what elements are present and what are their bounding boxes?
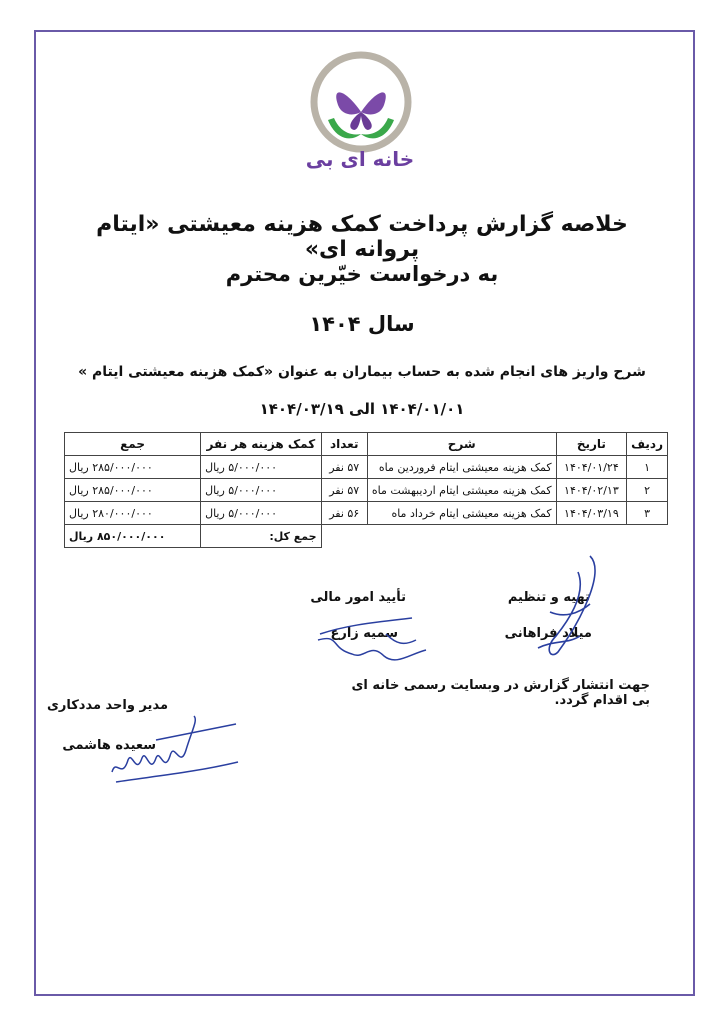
cell-per-person: ۵/۰۰۰/۰۰۰ ریال <box>201 456 322 479</box>
cell-sum: ۲۸۵/۰۰۰/۰۰۰ ریال <box>65 456 201 479</box>
manager-label: مدیر واحد مددکاری <box>46 698 168 713</box>
cell-description: کمک هزینه معیشتی ایتام خرداد ماه <box>367 502 556 525</box>
header-sum: جمع <box>65 433 201 456</box>
report-year: سال ۱۴۰۴ <box>309 312 415 336</box>
table-row <box>65 456 668 479</box>
header-row-number: ردیف <box>627 433 668 456</box>
header-count: تعداد <box>321 433 367 456</box>
cell-row-number: ۱ <box>627 456 668 479</box>
cell-date: ۱۴۰۴/۰۲/۱۳ <box>556 479 626 502</box>
cell-row-number: ۳ <box>627 502 668 525</box>
logo-badge-text: EB Home <box>335 60 387 78</box>
cell-description: کمک هزینه معیشتی ایتام اردیبهشت ماه <box>367 479 556 502</box>
payments-table <box>64 432 668 548</box>
total-label: جمع کل: <box>201 525 322 548</box>
cell-sum: ۲۸۰/۰۰۰/۰۰۰ ریال <box>65 502 201 525</box>
cell-description: کمک هزینه معیشتی ایتام فروردین ماه <box>367 456 556 479</box>
cell-row-number: ۲ <box>627 479 668 502</box>
report-subtitle: به درخواست خیّرین محترم <box>225 262 499 286</box>
cell-count: ۵۷ نفر <box>321 456 367 479</box>
prepared-by-label: تهیه و تنظیم <box>507 590 590 605</box>
cell-count: ۵۶ نفر <box>321 502 367 525</box>
manager-name: سعیده هاشمی <box>62 738 156 753</box>
approved-by-label: تأیید امور مالی <box>310 590 406 605</box>
cell-sum: ۲۸۵/۰۰۰/۰۰۰ ریال <box>65 479 201 502</box>
table-total-row <box>65 525 668 548</box>
report-period: ۱۴۰۴/۰۱/۰۱ الی ۱۴۰۴/۰۳/۱۹ <box>259 400 465 418</box>
approved-by-signature <box>300 604 450 674</box>
cell-per-person: ۵/۰۰۰/۰۰۰ ریال <box>201 502 322 525</box>
cell-date: ۱۴۰۴/۰۳/۱۹ <box>556 502 626 525</box>
header-per-person: کمک هزینه هر نفر <box>201 433 322 456</box>
total-value: ۸۵۰/۰۰۰/۰۰۰ ریال <box>65 525 201 548</box>
approved-by-name: سمیه زارع <box>330 626 398 641</box>
cell-count: ۵۷ نفر <box>321 479 367 502</box>
brand-name: خانه ای بی <box>305 147 415 171</box>
table-row <box>65 479 668 502</box>
report-description: شرح واریز های انجام شده به حساب بیماران به عنوان «کمک هزینه معیشتی ایتام » <box>78 364 646 380</box>
prepared-by-signature <box>520 552 610 662</box>
header-description: شرح <box>367 433 556 456</box>
total-spacer <box>321 525 667 548</box>
table-header-row <box>65 433 668 456</box>
cell-per-person: ۵/۰۰۰/۰۰۰ ریال <box>201 479 322 502</box>
table-row <box>65 502 668 525</box>
report-title: خلاصه گزارش پرداخت کمک هزینه معیشتی «ایتام پروانه ای» <box>96 212 628 262</box>
cell-date: ۱۴۰۴/۰۱/۲۴ <box>556 456 626 479</box>
header-date: تاریخ <box>556 433 626 456</box>
manager-signature <box>106 700 246 790</box>
prepared-by-name: میلاد فراهانی <box>504 626 592 641</box>
publication-note: جهت انتشار گزارش در وبسایت رسمی خانه ای بی اقدام گردد. <box>351 678 650 708</box>
